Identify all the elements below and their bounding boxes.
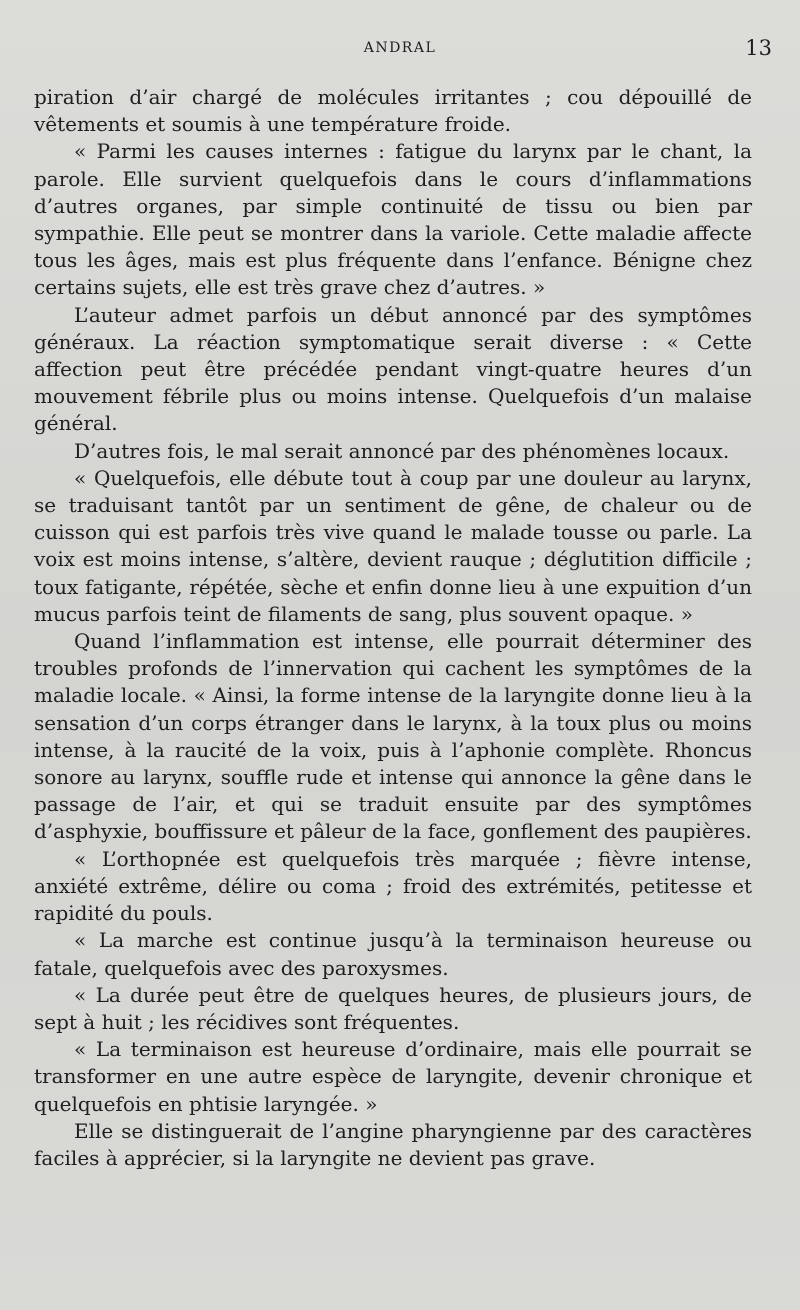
body-text — [34, 84, 752, 1172]
paragraph-1: piration d’air chargé de molécules irritantes ; cou dépouillé de vêtements et soumis à une température froide. — [34, 85, 752, 137]
page-number: 13 — [745, 36, 772, 60]
paragraph-7: « L’orthopnée est quelquefois très marquée ; fièvre intense, anxiété extrême, délire ou coma ; froid des extrémités, petitesse et rapidité du pouls. — [34, 846, 752, 926]
paragraph-6: Quand l’inflammation est intense, elle pourrait déterminer des troubles profonds de l’innervation qui cachent les symptômes de la maladie locale. « Ainsi, la forme intense de la laryngite donne lieu à la sensation d’un corps étranger dans le larynx, à la toux plus ou moins intense, à la raucité de la voix, puis à l’aphonie complète. Rhoncus sonore au larynx, souffle rude et intense qui annonce la gêne dans le passage de l’air, et qui se traduit ensuite par des symptômes d’asphyxie, bouffissure et pâleur de la face, gonflement des paupières. — [34, 629, 752, 844]
paragraph-4: D’autres fois, le mal serait annoncé par des phénomènes locaux. — [74, 438, 730, 463]
paragraph-11: Elle se distinguerait de l’angine pharyngienne par des caractères faciles à apprécier, si la laryngite ne devient pas grave. — [34, 1118, 752, 1170]
running-title: ANDRAL — [363, 40, 437, 56]
running-head — [0, 36, 800, 60]
paragraph-5: « Quelquefois, elle débute tout à coup par une douleur au larynx, se traduisant tantôt par un sentiment de gêne, de chaleur ou de cuisson qui est parfois très vive quand le malade tousse ou parle. La voix est moins intense, s’altère, devient rauque ; déglutition difficile ; toux fatigante, répétée, sèche et enfin donne lieu à une expuition d’un mucus parfois teint de filaments de sang, plus souvent opaque. » — [34, 465, 752, 626]
paragraph-9: « La durée peut être de quelques heures, de plusieurs jours, de sept à huit ; les récidives sont fréquentes. — [34, 982, 752, 1034]
paragraph-8: « La marche est continue jusqu’à la terminaison heureuse ou fatale, quelquefois avec des paroxysmes. — [34, 928, 752, 980]
paragraph-2: « Parmi les causes internes : fatigue du larynx par le chant, la parole. Elle survient quelquefois dans le cours d’inflammations d’autres organes, par simple continuité de tissu ou bien par sympathie. Elle peut se montrer dans la variole. Cette maladie affecte tous les âges, mais est plus fréquente dans l’enfance. Bénigne chez certains sujets, elle est très grave chez d’autres. » — [34, 139, 752, 300]
paragraph-10: « La terminaison est heureuse d’ordinaire, mais elle pourrait se transformer en une autre espèce de laryngite, devenir chronique et quelquefois en phtisie laryngée. » — [34, 1037, 752, 1116]
paragraph-3: L’auteur admet parfois un début annoncé par des symptômes généraux. La réaction symptomatique serait diverse : « Cette affection peut être précédée pendant vingt-quatre heures d’un mouvement fébrile plus ou moins intense. Quelquefois d’un malaise général. — [34, 302, 752, 436]
